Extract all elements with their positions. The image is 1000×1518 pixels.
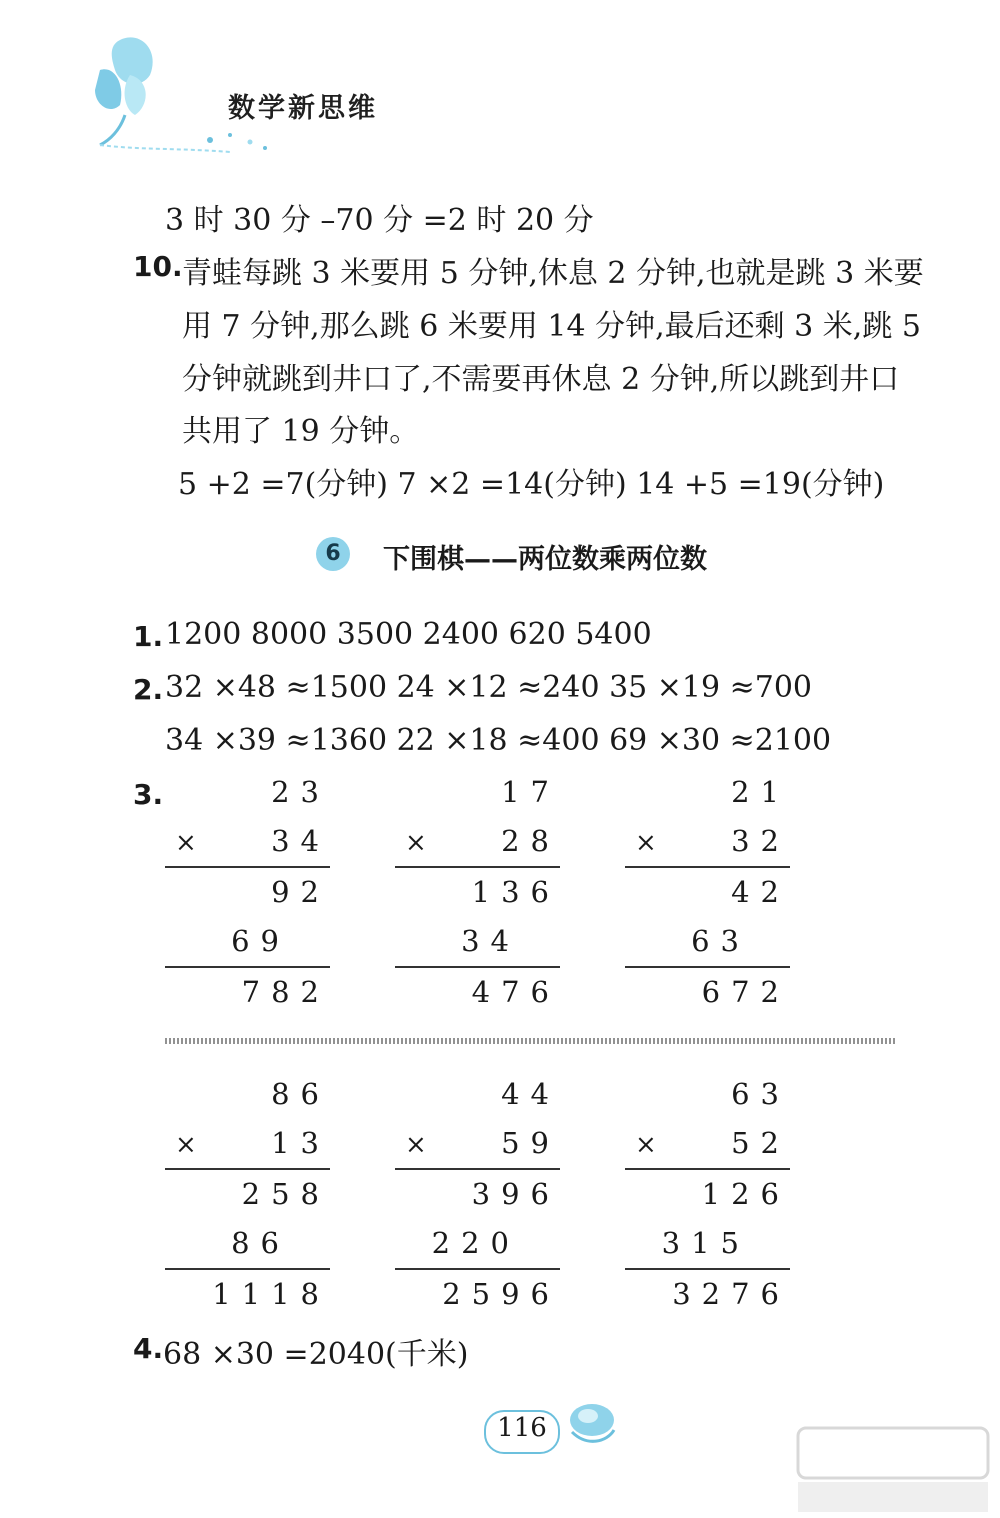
vertical-multiplication [165, 1070, 330, 1319]
product: 2596 [395, 1268, 560, 1319]
times-sign: × [405, 828, 427, 858]
multiplier: 32 [731, 824, 790, 858]
q4-answer: 68 ×30 =2040(千米) [163, 1337, 469, 1372]
q1-answers: 1200 8000 3500 2400 620 5400 [165, 617, 652, 652]
multiplier: 13 [271, 1126, 330, 1160]
multiplicand: 23 [271, 775, 330, 809]
vertical-multiplication [625, 768, 790, 1017]
multiplier: 59 [501, 1126, 560, 1160]
partial-product: 126 [625, 1168, 790, 1219]
partial-product: 34 [461, 924, 520, 958]
partial-product: 86 [231, 1226, 290, 1260]
q10-line: 用 7 分钟,那么跳 6 米要用 14 分钟,最后还剩 3 米,跳 5 [182, 309, 921, 344]
header-title: 数学新思维 [228, 93, 378, 124]
multiplicand: 86 [271, 1077, 330, 1111]
q10-formula: 5 +2 =7(分钟) 7 ×2 =14(分钟) 14 +5 =19(分钟) [178, 467, 885, 502]
partial-product: 92 [165, 866, 330, 917]
times-sign: × [635, 828, 657, 858]
q10-line: 青蛙每跳 3 米要用 5 分钟,休息 2 分钟,也就是跳 3 米要 [182, 256, 924, 291]
q10-line: 分钟就跳到井口了,不需要再休息 2 分钟,所以跳到井口 [182, 362, 900, 397]
vertical-multiplication [165, 768, 330, 1017]
partial-product: 258 [165, 1168, 330, 1219]
partial-product: 220 [431, 1226, 520, 1260]
partial-product: 42 [625, 866, 790, 917]
vertical-multiplication [395, 768, 560, 1017]
vertical-multiplication [625, 1070, 790, 1319]
partial-product: 69 [231, 924, 290, 958]
partial-product: 136 [395, 866, 560, 917]
multiplicand: 44 [501, 1077, 560, 1111]
section-title: 下围棋——两位数乘两位数 [383, 544, 707, 575]
times-sign: × [635, 1130, 657, 1160]
partial-product: 63 [691, 924, 750, 958]
q10-line: 共用了 19 分钟。 [182, 414, 420, 449]
dashed-divider [165, 1038, 895, 1044]
page-number: 116 [497, 1413, 547, 1443]
product: 672 [625, 966, 790, 1017]
vertical-multiplication [395, 1070, 560, 1319]
product: 3276 [625, 1268, 790, 1319]
partial-product: 315 [661, 1226, 750, 1260]
q3-number: 3. [133, 778, 164, 811]
multiplicand: 17 [501, 775, 560, 809]
partial-product: 396 [395, 1168, 560, 1219]
product: 1118 [165, 1268, 330, 1319]
multiplier: 28 [501, 824, 560, 858]
section-number-badge: 6 [316, 537, 350, 571]
q2-line: 34 ×39 ≈1360 22 ×18 ≈400 69 ×30 ≈2100 [165, 723, 832, 758]
times-sign: × [175, 828, 197, 858]
q10-number: 10. [133, 250, 183, 283]
shell-icon [562, 1392, 622, 1452]
watermark-logo [790, 1420, 1000, 1518]
q2-line: 32 ×48 ≈1500 24 ×12 ≈240 35 ×19 ≈700 [165, 670, 813, 705]
q4-number: 4. [133, 1332, 164, 1365]
times-sign: × [405, 1130, 427, 1160]
product: 476 [395, 966, 560, 1017]
multiplicand: 63 [731, 1077, 790, 1111]
multiplier: 34 [271, 824, 330, 858]
multiplier: 52 [731, 1126, 790, 1160]
times-sign: × [175, 1130, 197, 1160]
q1-number: 1. [133, 620, 164, 653]
q9-tail: 3 时 30 分 –70 分 =2 时 20 分 [165, 203, 594, 238]
q2-number: 2. [133, 673, 164, 706]
product: 782 [165, 966, 330, 1017]
multiplicand: 21 [731, 775, 790, 809]
